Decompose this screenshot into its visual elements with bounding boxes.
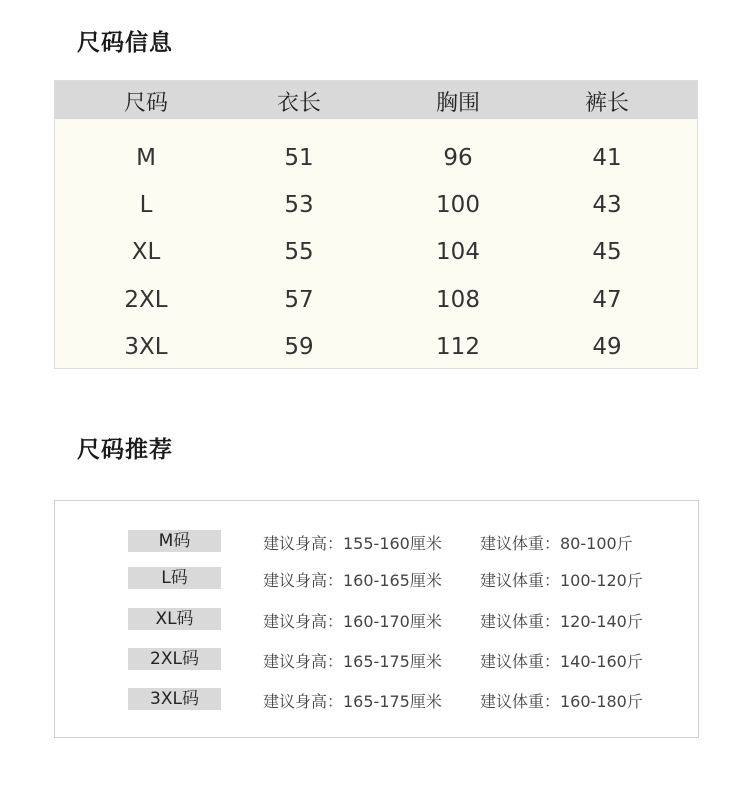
cell-length: 57 [284,287,314,313]
table-row [55,192,697,222]
list-item [55,567,698,591]
cell-length: 55 [284,239,314,265]
table-row [55,145,697,175]
cell-length: 51 [284,145,314,171]
cell-chest: 108 [436,287,480,313]
size-info-title: 尺码信息 [77,30,173,56]
cell-chest: 112 [436,334,480,360]
list-item [55,688,698,712]
cell-length: 53 [284,192,314,218]
cell-size: XL [131,239,161,265]
header-pants-length: 裤长 [584,91,629,116]
list-item [55,608,698,632]
table-row [55,239,697,269]
size-recommend-title: 尺码推荐 [77,437,173,463]
cell-chest: 100 [436,192,480,218]
size-badge: 2XL码 [128,648,221,670]
cell-pants-length: 47 [592,287,622,313]
table-row [55,334,697,364]
cell-pants-length: 45 [592,239,622,265]
cell-pants-length: 41 [592,145,622,171]
size-badge: 3XL码 [128,688,221,710]
height-recommendation: 建议身高：165-175厘米 [263,692,442,711]
weight-recommendation: 建议体重：140-160斤 [480,652,643,671]
cell-size: 3XL [124,334,168,360]
cell-size: L [139,192,153,218]
cell-size: M [136,145,156,171]
list-item [55,530,698,554]
height-recommendation: 建议身高：165-175厘米 [263,652,442,671]
height-recommendation: 建议身高：155-160厘米 [263,534,442,553]
size-badge: L码 [128,567,221,589]
size-info-table [54,80,698,369]
size-table-header [55,81,697,119]
table-row [55,287,697,317]
header-length: 衣长 [276,91,321,116]
weight-recommendation: 建议体重：80-100斤 [480,534,633,553]
cell-length: 59 [284,334,314,360]
weight-recommendation: 建议体重：100-120斤 [480,571,643,590]
cell-size: 2XL [124,287,168,313]
cell-pants-length: 43 [592,192,622,218]
size-badge: M码 [128,530,221,552]
size-recommend-box [54,500,699,738]
list-item [55,648,698,672]
cell-pants-length: 49 [592,334,622,360]
weight-recommendation: 建议体重：160-180斤 [480,692,643,711]
size-badge: XL码 [128,608,221,630]
header-size: 尺码 [123,91,168,116]
height-recommendation: 建议身高：160-170厘米 [263,612,442,631]
cell-chest: 104 [436,239,480,265]
height-recommendation: 建议身高：160-165厘米 [263,571,442,590]
header-chest: 胸围 [435,91,480,116]
cell-chest: 96 [443,145,473,171]
weight-recommendation: 建议体重：120-140斤 [480,612,643,631]
